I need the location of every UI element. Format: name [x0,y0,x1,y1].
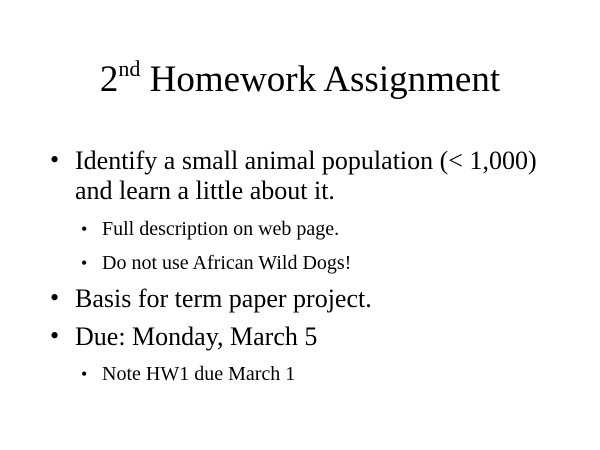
title-ordinal-suffix: nd [118,56,141,81]
bullet-text: Due: Monday, March 5 [75,322,318,351]
sub-bullet-text: Note HW1 due March 1 [102,363,296,385]
slide-title [0,58,600,102]
bullet-text-line-1: Identify a small animal population (< 1,000) [75,146,537,175]
bullet-dot: • [50,283,60,312]
bullet-text-line-2: and learn a little about it. [75,176,335,205]
sub-bullet-dot: • [81,364,88,384]
sub-bullet-text: Full description on web page. [102,218,340,240]
sub-bullet-dot: • [81,253,88,273]
bullet-text: Basis for term paper project. [75,284,372,313]
bullet-dot: • [50,321,60,350]
sub-bullet-dot: • [81,219,88,239]
sub-bullet-text: Do not use African Wild Dogs! [102,252,352,274]
title-number: 2 [99,59,119,100]
title-text: Homework Assignment [140,59,501,100]
bullet-dot: • [50,145,60,174]
